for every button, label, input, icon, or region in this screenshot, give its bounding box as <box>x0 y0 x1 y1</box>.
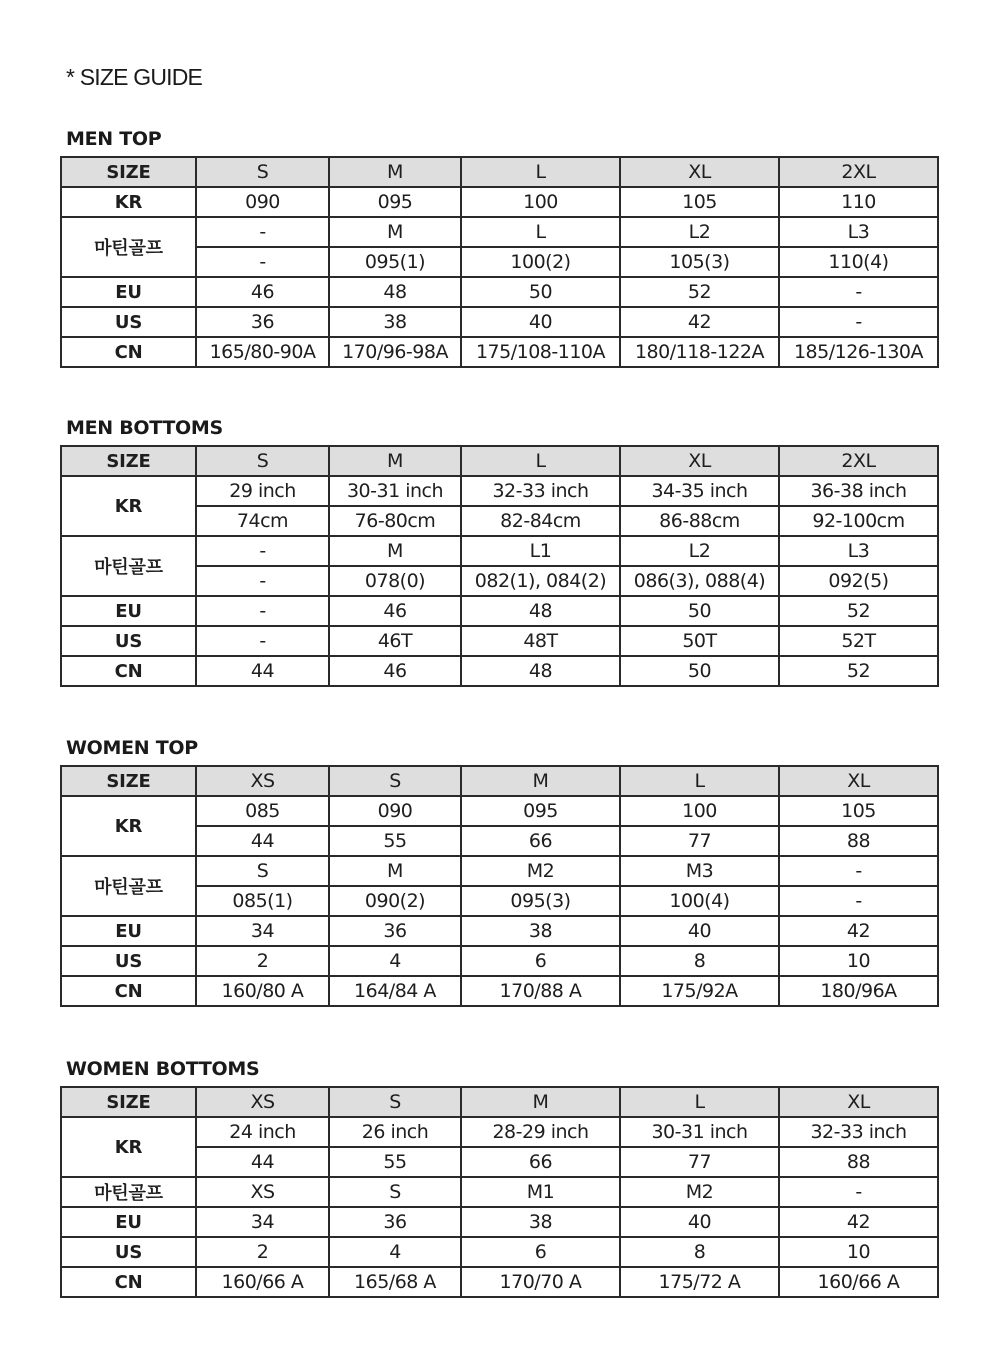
table-header-row <box>61 1087 938 1117</box>
table-row <box>61 1267 938 1297</box>
table-cell: 88 <box>779 826 938 856</box>
table-row <box>61 536 938 566</box>
table-cell: 100 <box>461 187 620 217</box>
size-header-cell: M <box>329 157 461 187</box>
table-cell: 4 <box>329 946 461 976</box>
table-cell: 090(2) <box>329 886 461 916</box>
size-header-cell: S <box>196 446 329 476</box>
table-cell: 078(0) <box>329 566 461 596</box>
table-cell: 100(2) <box>461 247 620 277</box>
table-cell: 42 <box>620 307 779 337</box>
row-label: SIZE <box>61 157 196 187</box>
row-label: CN <box>61 656 196 686</box>
table-cell: M2 <box>461 856 620 886</box>
table-row <box>61 856 938 886</box>
table-cell: 52 <box>620 277 779 307</box>
size-header-cell: L <box>620 1087 779 1117</box>
table-cell: 46 <box>196 277 329 307</box>
table-cell: L2 <box>620 217 779 247</box>
table-cell: 6 <box>461 946 620 976</box>
table-row <box>61 1177 938 1207</box>
table-cell: 2 <box>196 946 329 976</box>
size-table <box>60 156 939 368</box>
table-cell: 55 <box>329 826 461 856</box>
table-cell: 8 <box>620 946 779 976</box>
size-header-cell: XS <box>196 766 329 796</box>
table-cell: 086(3), 088(4) <box>620 566 779 596</box>
row-label: US <box>61 946 196 976</box>
size-header-cell: M <box>461 766 620 796</box>
row-label: SIZE <box>61 1087 196 1117</box>
size-header-cell: M <box>461 1087 620 1117</box>
row-label: US <box>61 1237 196 1267</box>
table-row <box>61 307 938 337</box>
row-label: 마틴골프 <box>61 536 196 596</box>
table-cell: 105 <box>620 187 779 217</box>
row-label: 마틴골프 <box>61 217 196 277</box>
table-cell: - <box>779 277 938 307</box>
table-cell: 66 <box>461 826 620 856</box>
table-cell: 66 <box>461 1147 620 1177</box>
table-cell: L3 <box>779 536 938 566</box>
table-row <box>61 217 938 247</box>
table-cell: 165/68 A <box>329 1267 461 1297</box>
table-cell: 175/92A <box>620 976 779 1006</box>
table-cell: 164/84 A <box>329 976 461 1006</box>
table-cell: 36-38 inch <box>779 476 938 506</box>
table-cell: 2 <box>196 1237 329 1267</box>
table-cell: 4 <box>329 1237 461 1267</box>
row-label: KR <box>61 796 196 856</box>
table-cell: 34 <box>196 1207 329 1237</box>
table-cell: 34 <box>196 916 329 946</box>
table-row <box>61 337 938 367</box>
table-row <box>61 1207 938 1237</box>
table-cell: 46 <box>329 596 461 626</box>
size-table <box>60 765 939 1007</box>
row-label: EU <box>61 277 196 307</box>
table-cell: M <box>329 217 461 247</box>
size-table <box>60 1086 939 1298</box>
table-cell: 88 <box>779 1147 938 1177</box>
table-cell: 10 <box>779 1237 938 1267</box>
table-cell: L2 <box>620 536 779 566</box>
table-cell: - <box>779 856 938 886</box>
table-cell: 6 <box>461 1237 620 1267</box>
section-title: WOMEN BOTTOMS <box>66 1058 260 1080</box>
table-cell: - <box>196 536 329 566</box>
table-cell: 092(5) <box>779 566 938 596</box>
table-cell: 48 <box>329 277 461 307</box>
table-cell: 48 <box>461 656 620 686</box>
table-cell: - <box>196 626 329 656</box>
table-row <box>61 626 938 656</box>
table-cell: 32-33 inch <box>461 476 620 506</box>
row-label: SIZE <box>61 766 196 796</box>
table-cell: 40 <box>620 916 779 946</box>
table-cell: M <box>329 856 461 886</box>
size-header-cell: XL <box>779 1087 938 1117</box>
table-cell: 180/96A <box>779 976 938 1006</box>
row-label: EU <box>61 916 196 946</box>
table-cell: XS <box>196 1177 329 1207</box>
row-label: KR <box>61 476 196 536</box>
table-cell: 30-31 inch <box>620 1117 779 1147</box>
table-row <box>61 277 938 307</box>
table-cell: - <box>196 566 329 596</box>
table-cell: 090 <box>329 796 461 826</box>
table-cell: 170/96-98A <box>329 337 461 367</box>
table-row <box>61 656 938 686</box>
table-cell: M1 <box>461 1177 620 1207</box>
table-cell: 44 <box>196 826 329 856</box>
table-cell: 36 <box>329 916 461 946</box>
table-cell: 77 <box>620 826 779 856</box>
table-cell: M2 <box>620 1177 779 1207</box>
table-cell: 095(1) <box>329 247 461 277</box>
size-header-cell: S <box>196 157 329 187</box>
size-header-cell: L <box>461 446 620 476</box>
table-cell: 40 <box>461 307 620 337</box>
size-header-cell: L <box>620 766 779 796</box>
table-cell: 28-29 inch <box>461 1117 620 1147</box>
table-cell: - <box>196 217 329 247</box>
table-cell: 26 inch <box>329 1117 461 1147</box>
table-cell: 44 <box>196 1147 329 1177</box>
table-cell: 090 <box>196 187 329 217</box>
table-cell: - <box>779 1177 938 1207</box>
row-label: US <box>61 307 196 337</box>
table-cell: 52 <box>779 656 938 686</box>
row-label: SIZE <box>61 446 196 476</box>
row-label: KR <box>61 1117 196 1177</box>
table-cell: M3 <box>620 856 779 886</box>
table-cell: 170/88 A <box>461 976 620 1006</box>
table-cell: 86-88cm <box>620 506 779 536</box>
row-label: CN <box>61 976 196 1006</box>
section-title: MEN TOP <box>66 128 162 150</box>
section-title: MEN BOTTOMS <box>66 417 223 439</box>
table-row <box>61 1117 938 1147</box>
table-cell: 44 <box>196 656 329 686</box>
table-cell: 175/108-110A <box>461 337 620 367</box>
table-cell: 170/70 A <box>461 1267 620 1297</box>
table-row <box>61 476 938 506</box>
table-cell: 46T <box>329 626 461 656</box>
table-cell: M <box>329 536 461 566</box>
row-label: US <box>61 626 196 656</box>
table-cell: 46 <box>329 656 461 686</box>
table-header-row <box>61 766 938 796</box>
table-cell: 38 <box>329 307 461 337</box>
table-cell: - <box>779 886 938 916</box>
table-cell: 74cm <box>196 506 329 536</box>
page-title: * SIZE GUIDE <box>66 64 203 90</box>
table-cell: 48T <box>461 626 620 656</box>
size-header-cell: 2XL <box>779 446 938 476</box>
size-table <box>60 445 939 687</box>
table-cell: - <box>196 247 329 277</box>
table-cell: 105 <box>779 796 938 826</box>
table-header-row <box>61 446 938 476</box>
table-cell: 40 <box>620 1207 779 1237</box>
size-header-cell: L <box>461 157 620 187</box>
size-header-cell: M <box>329 446 461 476</box>
table-cell: 160/66 A <box>196 1267 329 1297</box>
table-cell: 82-84cm <box>461 506 620 536</box>
table-cell: 42 <box>779 1207 938 1237</box>
row-label: CN <box>61 337 196 367</box>
table-cell: 10 <box>779 946 938 976</box>
table-cell: 92-100cm <box>779 506 938 536</box>
size-header-cell: XL <box>779 766 938 796</box>
table-cell: 110(4) <box>779 247 938 277</box>
size-header-cell: XL <box>620 157 779 187</box>
table-cell: S <box>196 856 329 886</box>
table-cell: L <box>461 217 620 247</box>
table-row <box>61 187 938 217</box>
row-label: 마틴골프 <box>61 856 196 916</box>
row-label: EU <box>61 1207 196 1237</box>
table-cell: 52T <box>779 626 938 656</box>
row-label: CN <box>61 1267 196 1297</box>
size-header-cell: XL <box>620 446 779 476</box>
table-cell: 100(4) <box>620 886 779 916</box>
table-cell: 165/80-90A <box>196 337 329 367</box>
table-cell: 110 <box>779 187 938 217</box>
table-row <box>61 946 938 976</box>
table-cell: 100 <box>620 796 779 826</box>
table-cell: 52 <box>779 596 938 626</box>
table-cell: 48 <box>461 596 620 626</box>
table-cell: 55 <box>329 1147 461 1177</box>
table-cell: 38 <box>461 1207 620 1237</box>
table-cell: 175/72 A <box>620 1267 779 1297</box>
size-header-cell: S <box>329 766 461 796</box>
table-cell: 50 <box>620 596 779 626</box>
table-cell: 160/66 A <box>779 1267 938 1297</box>
table-cell: 29 inch <box>196 476 329 506</box>
size-header-cell: S <box>329 1087 461 1117</box>
table-cell: L3 <box>779 217 938 247</box>
section-title: WOMEN TOP <box>66 737 198 759</box>
table-cell: 085(1) <box>196 886 329 916</box>
table-cell: - <box>196 596 329 626</box>
table-cell: 36 <box>196 307 329 337</box>
table-cell: 50 <box>620 656 779 686</box>
table-cell: 095 <box>461 796 620 826</box>
table-row <box>61 596 938 626</box>
table-cell: 082(1), 084(2) <box>461 566 620 596</box>
table-row <box>61 976 938 1006</box>
table-cell: 180/118-122A <box>620 337 779 367</box>
table-cell: 24 inch <box>196 1117 329 1147</box>
table-cell: L1 <box>461 536 620 566</box>
table-cell: 095(3) <box>461 886 620 916</box>
table-cell: 8 <box>620 1237 779 1267</box>
table-cell: 095 <box>329 187 461 217</box>
row-label: 마틴골프 <box>61 1177 196 1207</box>
row-label: EU <box>61 596 196 626</box>
table-cell: 76-80cm <box>329 506 461 536</box>
table-cell: 185/126-130A <box>779 337 938 367</box>
table-cell: 42 <box>779 916 938 946</box>
table-cell: 085 <box>196 796 329 826</box>
table-cell: 36 <box>329 1207 461 1237</box>
table-cell: 160/80 A <box>196 976 329 1006</box>
table-row <box>61 796 938 826</box>
table-cell: 77 <box>620 1147 779 1177</box>
row-label: KR <box>61 187 196 217</box>
size-header-cell: 2XL <box>779 157 938 187</box>
table-cell: 30-31 inch <box>329 476 461 506</box>
table-row <box>61 1237 938 1267</box>
table-cell: S <box>329 1177 461 1207</box>
table-header-row <box>61 157 938 187</box>
table-cell: 50T <box>620 626 779 656</box>
table-cell: 50 <box>461 277 620 307</box>
size-header-cell: XS <box>196 1087 329 1117</box>
table-cell: 105(3) <box>620 247 779 277</box>
table-cell: - <box>779 307 938 337</box>
table-cell: 32-33 inch <box>779 1117 938 1147</box>
table-cell: 38 <box>461 916 620 946</box>
table-cell: 34-35 inch <box>620 476 779 506</box>
table-row <box>61 916 938 946</box>
